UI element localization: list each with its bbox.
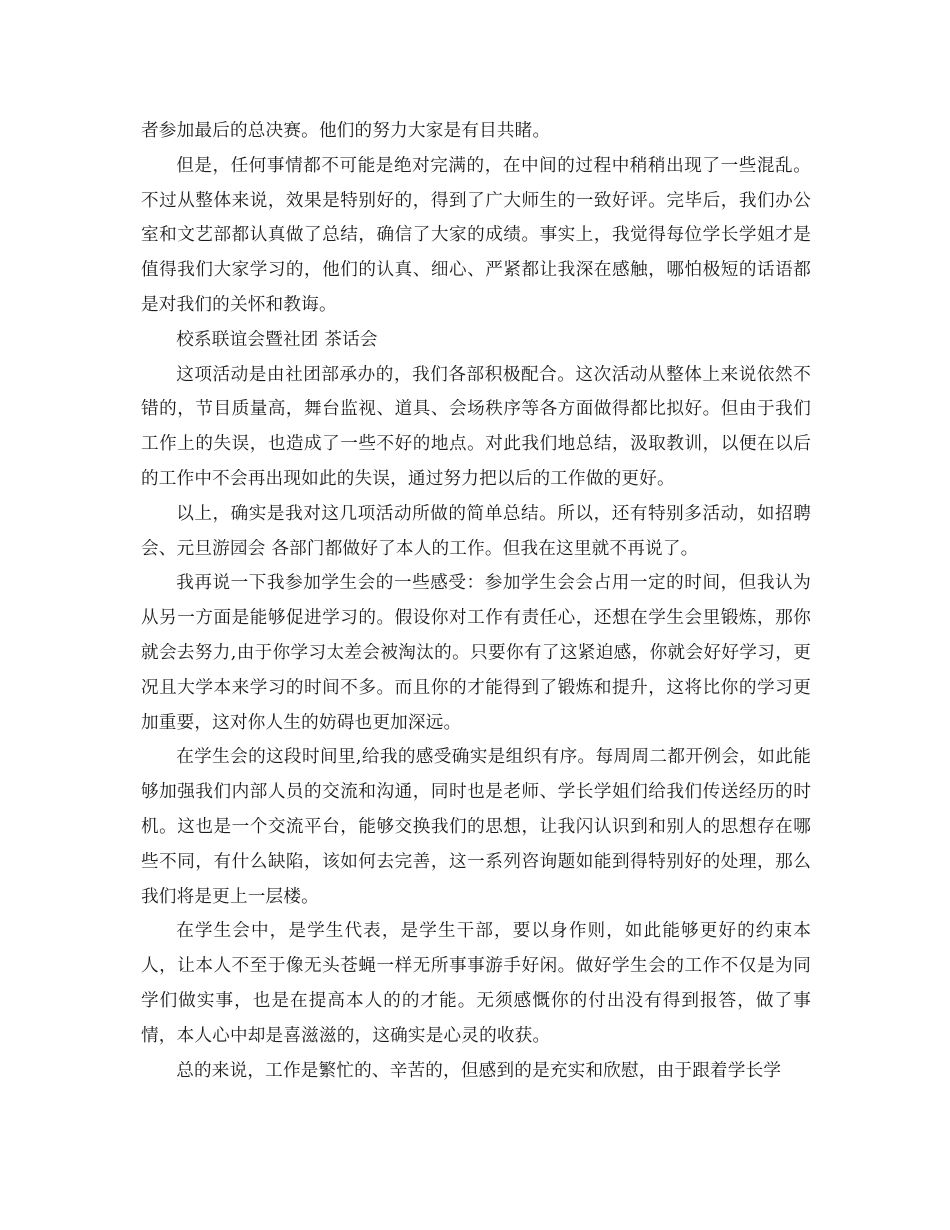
paragraph: 在学生会中，是学生代表，是学生干部，要以身作则，如此能够更好的约束本人，让本人不至于像无头苍蝇一样无所事事游手好闲。做好学生会的工作不仅是为同学们做实事，也是在提高本人的的才能。无须感慨你的付出没有得到报答，做了事情，本人心中却是喜滋滋的，这确实是心灵的收获。 (141, 921, 811, 1046)
paragraph-truncated: 总的来说，工作是繁忙的、辛苦的，但感到的是充实和欣慰，由于跟着学长学 (176, 1060, 782, 1081)
paragraph: 以上，确实是我对这几项活动所做的简单总结。所以，还有特别多活动，如招聘会、元旦游园会 各部门都做好了本人的工作。但我在这里就不再说了。 (141, 503, 811, 559)
paragraph: 但是，任何事情都不可能是绝对完满的，在中间的过程中稍稍出现了一些混乱。不过从整体来说，效果是特别好的，得到了广大师生的一致好评。完毕后，我们办公室和文艺部都认真做了总结，确信了大家的成绩。事实上，我觉得每位学长学姐才是值得我们大家学习的，他们的认真、细心、严紧都让我深在感触，哪怕极短的话语都是对我们的关怀和教诲。 (141, 155, 811, 315)
paragraph: 这项活动是由社团部承办的，我们各部积极配合。这次活动从整体上来说依然不错的，节目质量高，舞台监视、道具、会场秩序等各方面做得都比拟好。但由于我们工作上的失误，也造成了一些不好的地点。对此我们地总结，汲取教训，以便在以后的工作中不会再出现如此的失误，通过努力把以后的工作做的更好。 (141, 364, 811, 489)
document-body (141, 114, 811, 1088)
paragraph: 我再说一下我参加学生会的一些感受：参加学生会会占用一定的时间，但我认为从另一方面是能够促进学习的。假设你对工作有责任心，还想在学生会里锻炼，那你就会去努力,由于你学习太差会被淘汰的。只要你有了这紧迫感，你就会好好学习，更况且大学本来学习的时间不多。而且你的才能得到了锻炼和提升，这将比你的学习更加重要，这对你人生的妨碍也更加深远。 (141, 573, 811, 733)
paragraph: 在学生会的这段时间里,给我的感受确实是组织有序。每周周二都开例会，如此能够加强我们内部人员的交流和沟通，同时也是老师、学长学姐们给我们传送经历的时机。这也是一个交流平台，能够交换我们的思想，让我闪认识到和别人的思想存在哪些不同，有什么缺陷，该如何去完善，这一系列咨询题如能到得特别好的处理，那么我们将是更上一层楼。 (141, 747, 811, 907)
section-heading: 校系联谊会暨社团 茶话会 (176, 329, 378, 350)
paragraph-continuation: 者参加最后的总决赛。他们的努力大家是有目共睹。 (141, 121, 551, 141)
